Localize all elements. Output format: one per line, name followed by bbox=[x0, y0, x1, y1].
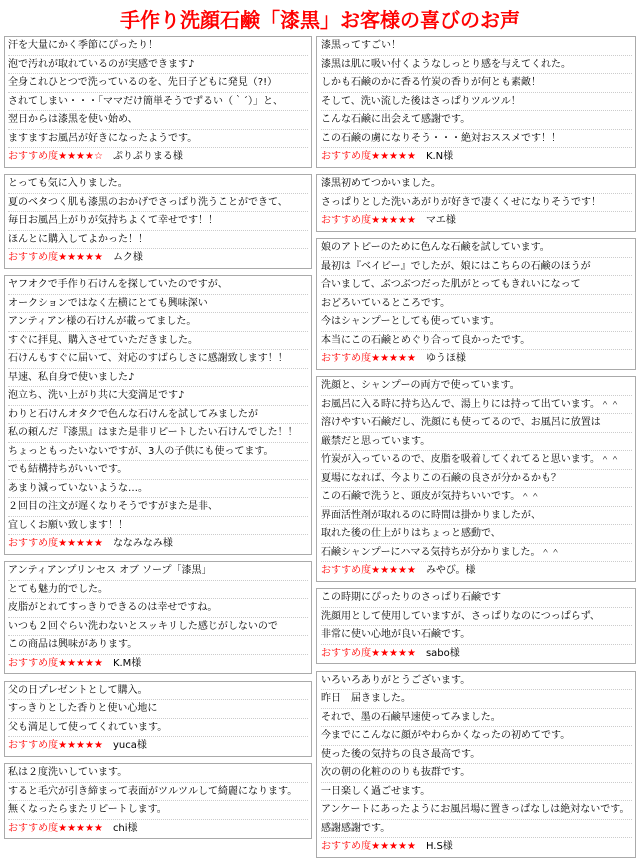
rating-stars: ★★★★★ bbox=[371, 353, 416, 364]
review-text-line: 夏のベタつく肌も漆黒のおかげでさっぱり洗うことができて、 bbox=[8, 194, 308, 213]
rating-label: おすすめ度 bbox=[8, 657, 59, 669]
rating-stars: ★★★★★ bbox=[58, 740, 103, 751]
rating-label: おすすめ度 bbox=[8, 822, 59, 834]
review-text-line: 感謝感謝です。 bbox=[321, 820, 632, 839]
rating-stars: ★★★★★ bbox=[58, 822, 103, 834]
review-card bbox=[4, 681, 312, 757]
review-text-line: 私の頼んだ『漆黒』はまた是非リピートしたい石けんでした！！ bbox=[8, 424, 308, 443]
review-text-line: すると毛穴が引き締まって表面がツルツルして綺麗になります。 bbox=[8, 783, 308, 802]
rating-stars: ★★★★★ bbox=[58, 252, 103, 263]
review-card bbox=[316, 238, 636, 370]
review-text-line: 翌日からは漆黒を使い始め、 bbox=[8, 111, 308, 130]
reviewer-name: K.M様 bbox=[112, 657, 142, 669]
page-title: 手作り洗顔石鹸「漆黒」お客様の喜びのお声 bbox=[120, 8, 520, 32]
review-text-line: 取れた後の仕上がりはちょっと感動で、 bbox=[321, 525, 632, 544]
review-text-line: この石鹸の虜になりそう・・・絶対おススメです！！ bbox=[321, 130, 632, 149]
reviewer-name: K.N様 bbox=[425, 151, 454, 162]
review-text-line: いつも２回ぐらい洗わないとスッキリした感じがしないので bbox=[8, 618, 308, 637]
review-text-line: 皮脂がとれてすっきりできるのは幸せですね。 bbox=[8, 599, 308, 618]
review-text-line: 使った後の気持ちの良さ最高です。 bbox=[321, 746, 632, 765]
reviewer-name: マエ様 bbox=[425, 215, 456, 226]
reviewer-name: sabo様 bbox=[425, 647, 460, 659]
review-text-line: 今までにこんなに顔がやわらかくなったの初めてです。 bbox=[321, 727, 632, 746]
review-text-line: ちょっともったいないですが、3人の子供にも使ってます。 bbox=[8, 443, 308, 462]
review-text-line: お風呂に入る時に持ち込んで、湯上りには持って出ています。＾＾ bbox=[321, 396, 632, 415]
review-text-line: 竹炭が入っているので、皮脂を吸着してくれてると思います。＾＾ bbox=[321, 451, 632, 470]
review-text-line: 父の日プレゼントとして購入。 bbox=[8, 682, 308, 701]
review-text-line: 本当にこの石鹸とめぐり合って良かったです。 bbox=[321, 332, 632, 351]
review-text-line: 洗顔用として使用していますが、さっぱりなのにつっぱらず、 bbox=[321, 608, 632, 627]
review-text-line: 泡立ち、洗い上がり共に大変満足です♪ bbox=[8, 387, 308, 406]
review-text-line: こんな石鹸に出会えて感謝です。 bbox=[321, 111, 632, 130]
review-text-line: 次の朝の化粧ののりも抜群です。 bbox=[321, 764, 632, 783]
review-text-line: 汗を大量にかく季節にぴったり！ bbox=[8, 37, 308, 56]
rating-label: おすすめ度 bbox=[8, 538, 59, 549]
review-text-line: 最初は『ベイビー』でしたが、娘にはこちらの石鹸のほうが bbox=[321, 258, 632, 277]
review-text-line: 石鹸シャンプーにハマる気持ちが分かりました。＾＾ bbox=[321, 544, 632, 563]
rating-label: おすすめ度 bbox=[321, 565, 372, 576]
review-text-line: すぐに拝見、購入させていただきました。 bbox=[8, 332, 308, 351]
review-text-line: アンティアン様の石けんが載ってました。 bbox=[8, 313, 308, 332]
review-rating-row bbox=[8, 249, 308, 268]
left-review-column bbox=[4, 36, 312, 839]
review-text-line: 宜しくお願い致します！！ bbox=[8, 517, 308, 536]
review-rating-row bbox=[8, 535, 308, 554]
rating-label: おすすめ度 bbox=[321, 151, 372, 162]
review-text-line: 溶けやすい石鹸だし、洗顔にも使ってるので、お風呂に放置は bbox=[321, 414, 632, 433]
review-text-line: 毎日お風呂上がりが気持ちよくて幸せです！！ bbox=[8, 212, 308, 231]
review-text-line: この石鹸で洗うと、頭皮が気持ちいいです。＾＾ bbox=[321, 488, 632, 507]
review-text-line: さっぱりとした洗いあがりが好きで凄くくせになりそうです！ bbox=[321, 194, 632, 213]
review-text-line: この時期にぴったりのさっぱり石鹸です bbox=[321, 589, 632, 608]
review-card bbox=[4, 561, 312, 674]
rating-label: おすすめ度 bbox=[8, 151, 59, 162]
reviewer-name: ゆうほ様 bbox=[425, 353, 466, 364]
rating-stars: ★★★★★ bbox=[371, 565, 416, 576]
review-text-line: 漆黒ってすごい！ bbox=[321, 37, 632, 56]
review-text-line: 漆黒初めてつかいました。 bbox=[321, 175, 632, 194]
review-text-line: 父も満足して使ってくれています。 bbox=[8, 719, 308, 738]
review-text-line: ますますお風呂が好きになったようです。 bbox=[8, 130, 308, 149]
review-card bbox=[4, 36, 312, 168]
review-text-line: あまり減っていないような…。 bbox=[8, 480, 308, 499]
review-text-line: 私は２度洗いしています。 bbox=[8, 764, 308, 783]
review-text-line: ２回目の注文が遅くなりそうですがまた是非、 bbox=[8, 498, 308, 517]
review-text-line: すっきりとした香りと使い心地に bbox=[8, 700, 308, 719]
rating-label: おすすめ度 bbox=[321, 647, 372, 659]
review-rating-row bbox=[8, 737, 308, 756]
review-rating-row bbox=[8, 820, 308, 839]
review-card bbox=[316, 588, 636, 664]
right-review-column bbox=[316, 36, 636, 858]
rating-label: おすすめ度 bbox=[8, 252, 59, 263]
review-text-line: 厳禁だと思っています。 bbox=[321, 433, 632, 452]
review-text-line: 界面活性剤が取れるのに時間は掛かりましたが、 bbox=[321, 507, 632, 526]
reviewer-name: みやび。様 bbox=[425, 565, 476, 576]
rating-stars: ★★★★★ bbox=[371, 841, 416, 852]
review-rating-row bbox=[321, 212, 632, 231]
review-rating-row bbox=[8, 148, 308, 167]
reviewer-name: ななみなみ様 bbox=[112, 538, 173, 549]
review-rating-row bbox=[321, 562, 632, 581]
rating-label: おすすめ度 bbox=[8, 740, 59, 751]
review-text-line: アンケートにあったようにお風呂場に置きっぱなしは絶対ないです。 bbox=[321, 801, 632, 820]
review-text-line: 今はシャンプーとしても使っています。 bbox=[321, 313, 632, 332]
review-text-line: そして、洗い流した後はさっぱりツルツル！ bbox=[321, 93, 632, 112]
review-text-line: されてしまい・・・「ママだけ簡単そうでずるい（｀´）」と、 bbox=[8, 93, 308, 112]
review-text-line: 昨日 届きました。 bbox=[321, 690, 632, 709]
review-text-line: 無くなったらまたリピートします。 bbox=[8, 801, 308, 820]
review-card bbox=[316, 376, 636, 582]
review-rating-row bbox=[8, 655, 308, 674]
review-text-line: 洗顔と、シャンプーの両方で使っています。 bbox=[321, 377, 632, 396]
review-text-line: 泡で汚れが取れているのが実感できます♪ bbox=[8, 56, 308, 75]
review-rating-row bbox=[321, 645, 632, 664]
review-text-line: ほんとに購入してよかった！！ bbox=[8, 231, 308, 250]
review-text-line: それで、墨の石鹸早速使ってみました。 bbox=[321, 709, 632, 728]
rating-stars: ★★★★☆ bbox=[58, 151, 103, 162]
review-card bbox=[316, 671, 636, 858]
review-text-line: 夏場になれば、今よりこの石鹸の良さが分かるかも？ bbox=[321, 470, 632, 489]
rating-stars: ★★★★★ bbox=[58, 538, 103, 549]
review-text-line: 早速、私自身で使いました♪ bbox=[8, 369, 308, 388]
review-text-line: この商品は興味があります。 bbox=[8, 636, 308, 655]
rating-label: おすすめ度 bbox=[321, 353, 372, 364]
reviewer-name: yuca様 bbox=[112, 740, 147, 751]
review-text-line: 娘のアトピーのために色んな石鹸を試しています。 bbox=[321, 239, 632, 258]
reviewer-name: ムク様 bbox=[112, 252, 143, 263]
rating-label: おすすめ度 bbox=[321, 841, 372, 852]
review-text-line: 合いまして、ぶつぶつだった肌がとってもきれいになって bbox=[321, 276, 632, 295]
review-rating-row bbox=[321, 838, 632, 857]
review-card bbox=[4, 275, 312, 555]
rating-stars: ★★★★★ bbox=[371, 215, 416, 226]
review-text-line: とっても気に入りました。 bbox=[8, 175, 308, 194]
review-text-line: オークションではなく左横にとても興味深い bbox=[8, 295, 308, 314]
review-text-line: とても魅力的でした。 bbox=[8, 581, 308, 600]
rating-stars: ★★★★★ bbox=[371, 151, 416, 162]
reviewer-name: H.S様 bbox=[425, 841, 453, 852]
review-rating-row bbox=[321, 148, 632, 167]
review-text-line: でも結構持ちがいいです。 bbox=[8, 461, 308, 480]
review-text-line: いろいろありがとうございます。 bbox=[321, 672, 632, 691]
review-card bbox=[4, 174, 312, 269]
rating-label: おすすめ度 bbox=[321, 215, 372, 226]
review-text-line: 全身これひとつで洗っているのを、先日子どもに発見（?!） bbox=[8, 74, 308, 93]
review-card bbox=[316, 174, 636, 232]
rating-stars: ★★★★★ bbox=[371, 647, 416, 659]
review-rating-row bbox=[321, 350, 632, 369]
review-text-line: ヤフオクで手作り石けんを探していたのですが、 bbox=[8, 276, 308, 295]
reviewer-name: ぷりぷりまる様 bbox=[112, 151, 183, 162]
review-text-line: 石けんもすぐに届いて、対応のすばらしさに感謝致します！！ bbox=[8, 350, 308, 369]
reviewer-name: chi様 bbox=[112, 822, 138, 834]
review-text-line: アンティアンプリンセス オブ ソープ「漆黒」 bbox=[8, 562, 308, 581]
review-text-line: 漆黒は肌に吸い付くようなしっとり感を与えてくれた。 bbox=[321, 56, 632, 75]
review-card bbox=[316, 36, 636, 168]
review-text-line: わりと石けんオタクで色んな石けんを試してみましたが bbox=[8, 406, 308, 425]
review-text-line: 非常に使い心地が良い石鹸です。 bbox=[321, 626, 632, 645]
rating-stars: ★★★★★ bbox=[58, 657, 103, 669]
review-text-line: おどろいているところです。 bbox=[321, 295, 632, 314]
review-text-line: しかも石鹸のかに香る竹炭の香りが何とも素敵！ bbox=[321, 74, 632, 93]
review-text-line: 一日楽しく過ごせます。 bbox=[321, 783, 632, 802]
review-card bbox=[4, 763, 312, 839]
